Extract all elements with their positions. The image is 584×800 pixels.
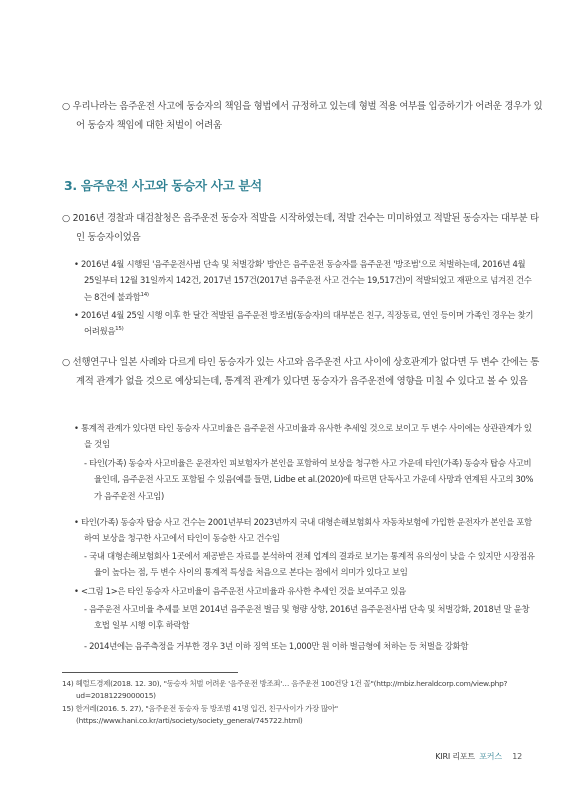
- paragraph-enforcement: ○ 2016년 경찰과 대검찰청은 음주운전 동승자 적발을 시작하였는데, 적발 건수는 미미하였고 적발된 동승자는 대부분 타인 동승자이었음: [62, 213, 539, 243]
- bullet-correlation: • 통계적 관계가 있다면 타인 동승자 사고비율은 음주운전 사고비율과 유사한 추세일 것으로 보이고 두 변수 사이에는 상관관계가 있을 것임: [74, 423, 532, 450]
- dash-2014-penalty: - 2014년에는 음주측정을 거부한 경우 3년 이하 징역 또는 1,000만 원 이하 벌금형에 처하는 등 처벌을 강화함: [84, 641, 469, 651]
- page-number: 12: [512, 752, 522, 761]
- paragraph-statistical-relation: ○ 선행연구나 일본 사례와 다르게 타인 동승자가 있는 사고와 음주운전 사고 사이에 상호관계가 없다면 두 변수 간에는 통계적 관계가 없을 것으로 예상되는데, 통계적 관계가 있다면 동승자가 음주운전에 영향을 미칠 수 있다고 볼 수 있음: [62, 357, 540, 387]
- bullet-accomplice-relations-text: • 2016년 4월 25일 시행 이후 한 달간 적발된 음주운전 방조범(동승자)의 대부분은 친구, 직장동료, 연인 등이며 가족인 경우는 찾기 어려웠음: [74, 310, 534, 337]
- section-heading: 3. 음주운전 사고와 동승자 사고 분석: [64, 178, 262, 193]
- bullet-accomplice-relations: [74, 307, 536, 340]
- footnote-divider: [62, 672, 238, 673]
- footer-section: 포커스: [479, 752, 502, 761]
- intro-paragraph: ○ 우리나라는 음주운전 사고에 동승자의 책임을 형법에서 규정하고 있는데 형벌 적용 여부를 입증하기가 어려운 경우가 있어 동승자 책임에 대한 처벌이 어려움: [62, 101, 543, 131]
- bullet-enforcement-policy-text: • 2016년 4월 시행된 '음주운전사범 단속 및 처벌강화' 방안은 음주운전 동승자를 음주운전 '방조범'으로 처벌하는데, 2016년 4월 25일부터 12월 31일까지 142건, 2017년 157건(2017년 음주운전 사고 건수는 19,517건)이 적발되었고 재판으로 넘겨진 건수는 8건에 불과함: [74, 259, 532, 302]
- dash-insurer-data: - 국내 대형손해보험회사 1곳에서 제공받은 자료를 분석하여 전체 업계의 결과로 보기는 통계적 유의성이 낮을 수 있지만 시장점유율이 높다는 점, 두 변수 사이의 통계적 특성을 처음으로 본다는 점에서 의미가 있다고 보임: [84, 551, 535, 578]
- footnote-15: 15) 한겨레(2016. 5. 27), "음주운전 동승자 등 방조범 41명 입건, 친구사이가 가장 많아"(https://www.hani.co.kr/arti/society/society_general/745722.html): [62, 704, 338, 726]
- footnote-ref-15[interactable]: 15): [115, 326, 124, 333]
- footnote-14: 14) 헤럴드경제(2018. 12. 30), "동승자 처벌 어려운 '음주운전 방조죄'… 음주운전 100건당 1건 꼴"(http://mbiz.heraldcorp.com/view.php?ud=20181229000015): [62, 679, 508, 701]
- page-footer: [435, 751, 522, 762]
- footer-brand: KIRI 리포트: [435, 752, 475, 761]
- dash-dui-trend: - 음주운전 사고비율 추세를 보면 2014년 음주운전 벌금 및 형량 상향, 2016년 음주운전사범 단속 및 처벌강화, 2018년 말 윤창호법 일부 시행 이후 하락함: [84, 604, 530, 631]
- bullet-enforcement-policy: [74, 256, 536, 305]
- dash-passenger-ratio: - 타인(가족) 동승자 사고비율은 운전자인 피보험자가 본인을 포함하여 보상을 청구한 사고 가운데 타인(가족) 동승자 탑승 사고비율인데, 음주운전 사고도 포함될 수 있음(예를 들면, Lidbe et al.(2020)에 따르면 단독사고 가운데 사망과 연계된 사고의 30%가 음주운전 사고임): [84, 458, 534, 501]
- bullet-figure-1: • <그림 1>은 타인 동승자 사고비율이 음주운전 사고비율과 유사한 추세인 것을 보여주고 있음: [74, 586, 406, 596]
- bullet-passenger-accidents: • 타인(가족) 동승자 탑승 사고 건수는 2001년부터 2023년까지 국내 대형손해보험회사 자동차보험에 가입한 운전자가 본인을 포함하여 보상을 청구한 사고에서 타인이 동승한 사고 건수임: [74, 517, 532, 544]
- footnote-ref-14[interactable]: 14): [140, 291, 149, 298]
